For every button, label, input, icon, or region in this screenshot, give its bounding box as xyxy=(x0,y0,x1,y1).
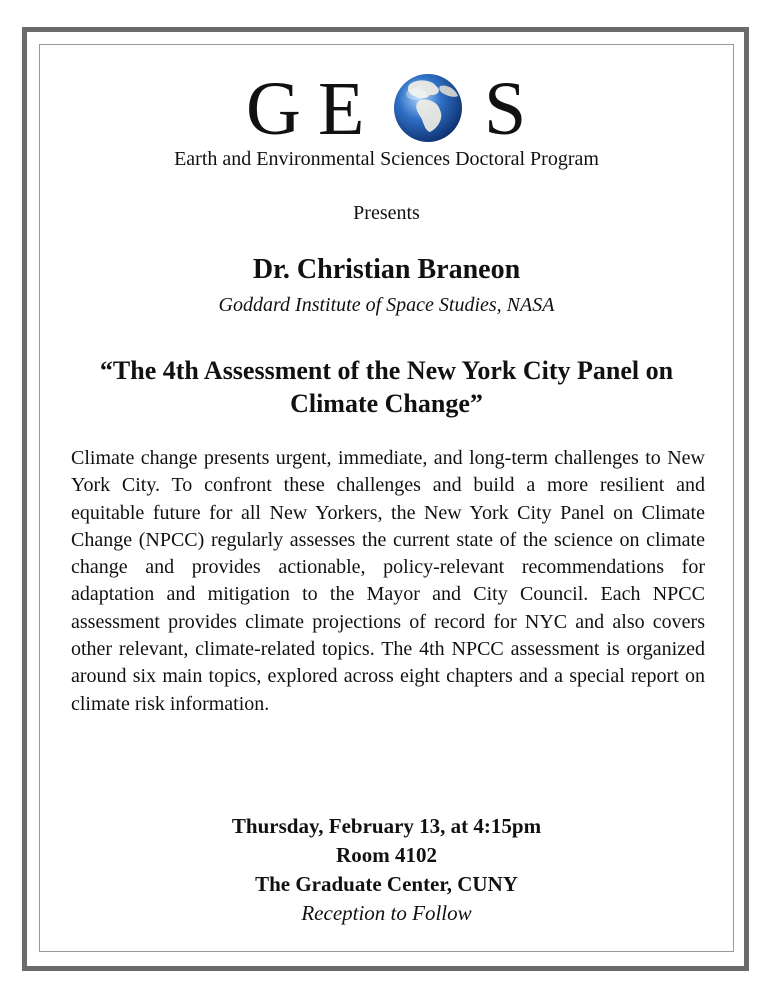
speaker-affiliation: Goddard Institute of Space Studies, NASA xyxy=(218,294,555,316)
event-details xyxy=(0,812,773,928)
logo-letter-g: G xyxy=(246,67,301,151)
logo-letter-s: S xyxy=(484,67,527,151)
earth-globe-icon xyxy=(394,74,462,142)
speaker-name: Dr. Christian Braneon xyxy=(252,254,521,285)
talk-abstract: Climate change presents urgent, immediate, and long-term challenges to New York City. To confront these challenges and build a more resilient and equitable future for all New Yorkers, the New York City Panel on Climate Change (NPCC) regularly assesses the current state of the science on climate change and provides actionable, policy-relevant recommendations for adaptation and mitigation to the Mayor and City Council. Each NPCC assessment provides climate projections of record for NYC and also covers other relevant, climate-related topics. The 4th NPCC assessment is organized around six main topics, explored across eight chapters and a special report on climate risk information. xyxy=(71,447,705,715)
event-note: Reception to Follow xyxy=(301,901,472,925)
geos-logo xyxy=(0,64,773,154)
presents-label: Presents xyxy=(353,202,420,224)
event-datetime: Thursday, February 13, at 4:15pm xyxy=(231,814,542,838)
event-room: Room 4102 xyxy=(336,843,437,867)
talk-title: “The 4th Assessment of the New York City Panel on Climate Change” xyxy=(99,356,674,418)
program-name: Earth and Environmental Sciences Doctoral Program xyxy=(174,148,599,170)
logo-letter-e: E xyxy=(318,67,365,151)
event-venue: The Graduate Center, CUNY xyxy=(255,872,518,896)
